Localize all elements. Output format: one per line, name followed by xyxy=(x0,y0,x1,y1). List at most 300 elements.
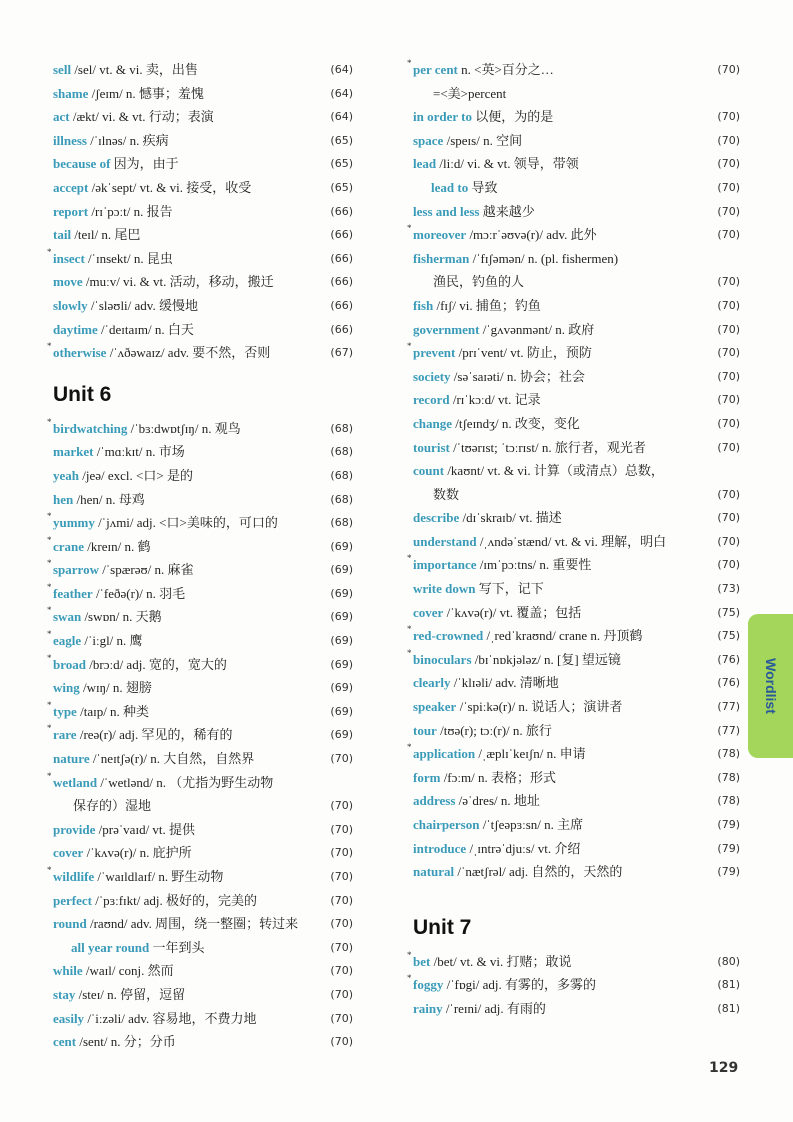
headword: space xyxy=(413,132,444,148)
page-ref: (66) xyxy=(330,322,353,336)
asterisk-mark: * xyxy=(47,699,52,710)
definition: /ˈreɪni/ adj. 有雨的 xyxy=(445,1000,546,1016)
page-ref: (68) xyxy=(330,492,353,506)
list-item xyxy=(413,577,740,601)
page-ref: (70) xyxy=(330,893,353,907)
definition: /liːd/ vi. & vt. 领导，带领 xyxy=(439,156,579,172)
page-ref: (69) xyxy=(330,563,353,577)
headword: rainy xyxy=(413,1000,443,1016)
page-ref: (70) xyxy=(330,964,353,978)
headword: eagle xyxy=(53,633,82,649)
page-ref: (65) xyxy=(330,133,353,147)
list-item xyxy=(413,695,740,719)
asterisk-mark: * xyxy=(407,58,412,68)
list-item xyxy=(53,200,353,224)
page-ref: (78) xyxy=(717,770,740,784)
page-ref: (70) xyxy=(330,1035,353,1049)
headword: while xyxy=(53,963,83,979)
definition: /ˈɪlnəs/ n. 疾病 xyxy=(90,132,169,148)
page-ref: (69) xyxy=(330,681,353,695)
list-item xyxy=(413,270,740,294)
list-item xyxy=(413,789,740,813)
headword: broad xyxy=(53,656,86,672)
list-item xyxy=(47,558,353,582)
page-ref: (70) xyxy=(717,440,740,454)
headword: daytime xyxy=(53,321,98,337)
wordlist-tab-label: Wordlist xyxy=(762,658,779,714)
definition: /ˌæplɪˈkeɪʃn/ n. 申请 xyxy=(478,746,586,762)
definition: /ˈɪnsekt/ n. 昆虫 xyxy=(88,250,173,266)
definition: /ˈnætʃrəl/ adj. 自然的，天然的 xyxy=(457,864,623,880)
definition: /ˈiːgl/ n. 鹰 xyxy=(84,633,143,649)
headword: nature xyxy=(53,751,90,767)
definition: /waɪl/ conj. 然而 xyxy=(85,963,174,979)
asterisk-mark: * xyxy=(407,223,412,234)
page-ref: (70) xyxy=(717,487,740,501)
page-ref: (65) xyxy=(330,157,353,171)
list-item xyxy=(413,860,740,884)
page-ref: (70) xyxy=(717,298,740,312)
list-item xyxy=(47,605,353,629)
page-ref: (69) xyxy=(330,539,353,553)
page-ref: (70) xyxy=(717,275,740,289)
page-ref: (81) xyxy=(717,978,740,992)
headword: address xyxy=(413,793,456,809)
headword: chairperson xyxy=(413,817,480,832)
list-item xyxy=(53,747,353,771)
list-item xyxy=(407,341,740,365)
headword: binoculars xyxy=(413,651,472,667)
asterisk-mark: * xyxy=(47,534,52,545)
list-item xyxy=(413,813,740,837)
definition: /əkˈsept/ vt. & vi. 接受，收受 xyxy=(91,179,252,195)
page-ref: (66) xyxy=(330,251,353,265)
list-item xyxy=(407,647,740,672)
headword: feather xyxy=(53,585,93,601)
headword: wing xyxy=(53,680,80,696)
headword: all year round xyxy=(71,939,150,955)
page-ref: (70) xyxy=(717,369,740,383)
asterisk-mark: * xyxy=(47,558,52,569)
page-ref: (67) xyxy=(330,346,353,360)
page-ref: (68) xyxy=(330,468,353,482)
list-item xyxy=(47,629,353,653)
page-ref: (70) xyxy=(330,987,353,1001)
asterisk-mark: * xyxy=(47,652,52,663)
definition: 因为，由于 xyxy=(113,156,179,172)
headword: form xyxy=(413,769,441,785)
page-ref: (66) xyxy=(330,228,353,242)
headword: birdwatching xyxy=(53,420,128,436)
page-ref: (70) xyxy=(330,752,353,766)
headword: report xyxy=(53,203,89,219)
page-ref: (69) xyxy=(330,634,353,648)
definition: /bet/ vt. & vi. 打赌；敢说 xyxy=(433,953,572,969)
headword: cover xyxy=(53,845,84,861)
asterisk-mark: * xyxy=(47,605,52,616)
definition: /ækt/ vi. & vt. 行动；表演 xyxy=(72,109,214,125)
definition: /ˈspærəʊ/ n. 麻雀 xyxy=(102,562,194,578)
headword: stay xyxy=(53,986,76,1002)
definition: /ˈbɜːdwɒtʃɪŋ/ n. 观鸟 xyxy=(130,420,241,436)
definition: /ˈmɑːkɪt/ n. 市场 xyxy=(96,444,185,460)
page-ref: (75) xyxy=(717,605,740,619)
headword: red-crowned xyxy=(413,628,484,644)
page-ref: (77) xyxy=(717,700,740,714)
page-ref: (70) xyxy=(717,204,740,218)
headword: application xyxy=(413,746,476,762)
definition: /ˈiːzəli/ adv. 容易地，不费力地 xyxy=(87,1010,257,1026)
headword: yummy xyxy=(53,515,95,531)
list-item xyxy=(413,837,740,861)
definition: /ˈjʌmi/ adj. <口>美味的，可口的 xyxy=(98,515,278,531)
headword: easily xyxy=(53,1010,85,1026)
page-ref: (64) xyxy=(330,110,353,124)
word-list-unit6-cont xyxy=(407,58,740,884)
list-item xyxy=(413,105,740,129)
list-item xyxy=(47,723,353,747)
headword: speaker xyxy=(413,699,457,715)
definition: /wɪŋ/ n. 翅膀 xyxy=(82,680,152,696)
list-item xyxy=(413,318,740,342)
definition: /hen/ n. 母鸡 xyxy=(76,491,145,507)
headword: perfect xyxy=(53,892,92,908)
wordlist-side-tab[interactable] xyxy=(748,614,793,758)
definition: /dɪˈskraɪb/ vt. 描述 xyxy=(462,510,562,526)
list-item xyxy=(47,246,353,271)
definition: /ˈtʃeəpɜːsn/ n. 主席 xyxy=(482,817,584,832)
list-item xyxy=(413,530,740,554)
page-ref: (68) xyxy=(330,516,353,530)
definition: /ˈwetlənd/ n. （尤指为野生动物 xyxy=(100,774,274,790)
asterisk-mark: * xyxy=(407,973,412,984)
definition: /ˈgʌvənmənt/ n. 政府 xyxy=(482,321,595,337)
headword: illness xyxy=(53,132,87,148)
page-ref: (79) xyxy=(717,865,740,879)
definition: /fɪʃ/ vi. 捕鱼；钓鱼 xyxy=(436,297,541,313)
definition: 越来越少 xyxy=(482,203,535,219)
definition: /ˈdeɪtaɪm/ n. 白天 xyxy=(101,321,194,337)
definition: /muːv/ vi. & vt. 活动，移动，搬迁 xyxy=(85,274,274,290)
definition: /ˈʌðəwaɪz/ adv. 要不然，否则 xyxy=(109,345,271,361)
definition: /speɪs/ n. 空间 xyxy=(446,132,523,148)
headword: sell xyxy=(53,62,72,77)
definition: /reə(r)/ adj. 罕见的，稀有的 xyxy=(79,727,233,743)
headword: fisherman xyxy=(413,250,470,266)
list-item xyxy=(407,58,740,82)
page-ref: (70) xyxy=(330,917,353,931)
page-ref: (70) xyxy=(717,63,740,76)
definition: /ˈspiːkə(r)/ n. 说话人；演讲者 xyxy=(459,699,623,715)
headword: count xyxy=(413,463,445,479)
asterisk-mark: * xyxy=(47,581,52,592)
definition: /swɒn/ n. 天鹅 xyxy=(84,609,162,625)
list-item xyxy=(53,488,353,512)
headword: write down xyxy=(413,581,476,597)
headword: in order to xyxy=(413,109,472,125)
headword: society xyxy=(413,368,451,384)
word-list-unit6 xyxy=(47,416,353,1054)
page-ref: (69) xyxy=(330,610,353,624)
page-ref: (70) xyxy=(717,133,740,147)
list-item xyxy=(53,176,353,200)
definition: /ˈklɪəli/ adv. 清晰地 xyxy=(453,675,559,691)
headword: slowly xyxy=(53,297,88,313)
headword: foggy xyxy=(413,977,444,993)
list-item xyxy=(413,671,740,695)
list-item xyxy=(53,889,353,913)
headword: bet xyxy=(413,953,431,969)
asterisk-mark: * xyxy=(47,629,52,640)
headword: describe xyxy=(413,510,460,526)
list-item xyxy=(47,865,353,889)
definition: 以便，为的是 xyxy=(475,109,554,125)
page-ref: (70) xyxy=(717,157,740,171)
asterisk-mark: * xyxy=(407,553,412,564)
list-item xyxy=(413,200,740,224)
page-ref: (76) xyxy=(717,676,740,690)
page-ref: (79) xyxy=(717,818,740,831)
page-ref: (69) xyxy=(330,586,353,600)
page-ref: (76) xyxy=(717,652,740,666)
headword: crane xyxy=(53,538,85,554)
unit6-heading: Unit 6 xyxy=(53,382,112,406)
definition: /tʃeɪndʒ/ n. 改变，变化 xyxy=(455,415,580,431)
list-item xyxy=(47,770,353,795)
list-item xyxy=(413,152,740,176)
page-ref: (75) xyxy=(717,629,740,643)
headword: record xyxy=(413,392,450,408)
list-item xyxy=(413,388,740,412)
asterisk-mark: * xyxy=(47,341,52,352)
definition: /kaʊnt/ vt. & vi. 计算（或清点）总数， xyxy=(447,463,664,479)
list-item xyxy=(53,794,353,818)
list-item xyxy=(53,936,353,960)
list-item xyxy=(47,699,353,724)
definition: 数数 xyxy=(433,486,460,502)
definition: /teɪl/ n. 尾巴 xyxy=(74,227,141,243)
list-item xyxy=(47,534,353,559)
headword: wildlife xyxy=(53,869,95,884)
headword: tourist xyxy=(413,439,450,455)
page-ref: (66) xyxy=(330,298,353,312)
headword: wetland xyxy=(53,774,98,790)
list-item xyxy=(53,129,353,153)
list-item xyxy=(47,511,353,535)
page-number: 129 xyxy=(709,1060,739,1076)
headword: sparrow xyxy=(53,562,99,578)
headword: cover xyxy=(413,604,444,620)
list-item xyxy=(53,818,353,842)
page-ref: (70) xyxy=(717,534,740,548)
definition: /tʊə(r); tɔː(r)/ n. 旅行 xyxy=(440,722,552,738)
word-list-unit7 xyxy=(407,949,740,1021)
definition: /ˈneɪtʃə(r)/ n. 大自然，自然界 xyxy=(92,751,255,767)
list-item xyxy=(53,983,353,1007)
definition: /ɪmˈpɔːtns/ n. 重要性 xyxy=(479,557,592,573)
asterisk-mark: * xyxy=(47,865,52,875)
page-ref: (70) xyxy=(717,346,740,360)
list-item xyxy=(413,483,740,507)
list-item xyxy=(53,464,353,488)
asterisk-mark: * xyxy=(407,949,412,960)
definition: /bɪˈnɒkjələz/ n. [复] 望远镜 xyxy=(474,651,621,667)
headword: hen xyxy=(53,491,74,507)
headword: type xyxy=(53,703,77,719)
list-item xyxy=(407,624,740,648)
headword: cent xyxy=(53,1034,77,1050)
asterisk-mark: * xyxy=(407,647,412,658)
definition: /sent/ n. 分；分币 xyxy=(79,1034,176,1050)
list-item xyxy=(413,412,740,436)
list-item xyxy=(413,719,740,743)
headword: swan xyxy=(53,609,82,625)
list-item xyxy=(413,82,740,106)
list-item xyxy=(53,841,353,865)
headword: less and less xyxy=(413,203,480,219)
definition: /ˈpɜːfɪkt/ adj. 极好的，完美的 xyxy=(95,892,258,908)
definition: /jeə/ excl. <口> 是的 xyxy=(82,467,193,483)
page-ref: (70) xyxy=(717,558,740,572)
page-ref: (70) xyxy=(330,940,353,954)
page-ref: (78) xyxy=(717,747,740,761)
page-ref: (81) xyxy=(717,1001,740,1015)
page-ref: (70) xyxy=(717,228,740,242)
page-ref: (70) xyxy=(330,846,353,860)
list-item xyxy=(47,416,353,441)
page-ref: (64) xyxy=(330,86,353,100)
page-ref: (70) xyxy=(717,416,740,430)
right-column xyxy=(407,58,740,1021)
list-item xyxy=(47,652,353,677)
definition: /ˌɪntrəˈdjuːs/ vt. 介绍 xyxy=(469,840,581,856)
asterisk-mark: * xyxy=(47,246,52,257)
page-ref: (78) xyxy=(717,794,740,808)
page-ref: (70) xyxy=(717,322,740,336)
asterisk-mark: * xyxy=(407,624,412,635)
list-item xyxy=(53,294,353,318)
page-ref: (69) xyxy=(330,657,353,671)
list-item xyxy=(53,152,353,176)
page-ref: (65) xyxy=(330,180,353,194)
headword: insect xyxy=(53,250,85,266)
list-item xyxy=(407,949,740,974)
page-ref: (70) xyxy=(717,393,740,407)
headword: moreover xyxy=(413,227,467,243)
headword: change xyxy=(413,415,452,431)
page-ref: (77) xyxy=(717,723,740,737)
asterisk-mark: * xyxy=(47,416,52,427)
list-item xyxy=(413,766,740,790)
list-item xyxy=(53,318,353,342)
headword: natural xyxy=(413,864,455,880)
headword: accept xyxy=(53,179,89,195)
list-item xyxy=(53,959,353,983)
headword: lead xyxy=(413,156,437,172)
definition: /səˈsaɪəti/ n. 协会；社会 xyxy=(453,368,585,384)
headword: government xyxy=(413,321,480,337)
list-item xyxy=(407,553,740,577)
definition: 写下，记下 xyxy=(478,581,544,597)
asterisk-mark: * xyxy=(407,341,412,352)
definition: /ˈkʌvə(r)/ n. 庇护所 xyxy=(86,845,192,861)
list-item xyxy=(407,742,740,766)
page-ref: (70) xyxy=(717,110,740,124)
list-item xyxy=(53,440,353,464)
unit7-heading: Unit 7 xyxy=(413,915,472,939)
page-ref: (70) xyxy=(330,822,353,836)
definition: /brɔːd/ adj. 宽的，宽大的 xyxy=(89,656,227,672)
list-item xyxy=(413,247,740,271)
headword: fish xyxy=(413,297,434,313)
definition: /ˌʌndəˈstænd/ vt. & vi. 理解，明白 xyxy=(479,533,667,549)
headword: understand xyxy=(413,533,477,549)
headword: move xyxy=(53,274,83,290)
definition: /steɪ/ n. 停留，逗留 xyxy=(78,986,186,1002)
list-item xyxy=(53,270,353,294)
page-ref: (69) xyxy=(330,704,353,718)
list-item xyxy=(413,997,740,1021)
headword: market xyxy=(53,444,94,460)
definition: /fɔːm/ n. 表格；形式 xyxy=(443,769,556,785)
definition: /prəˈvaɪd/ vt. 提供 xyxy=(98,821,196,837)
definition: /kreɪn/ n. 鹤 xyxy=(87,538,151,554)
page-ref: (70) xyxy=(330,1011,353,1025)
list-item xyxy=(413,365,740,389)
definition: /rɪˈpɔːt/ n. 报告 xyxy=(91,203,173,219)
list-item xyxy=(53,676,353,700)
headword: per cent xyxy=(413,62,458,77)
headword: clearly xyxy=(413,675,451,691)
page-ref: (66) xyxy=(330,204,353,218)
page-ref: (66) xyxy=(330,275,353,289)
list-item xyxy=(413,176,740,200)
definition: 一年到头 xyxy=(152,939,205,955)
headword: yeah xyxy=(53,467,79,483)
headword: because of xyxy=(53,156,111,172)
definition: 渔民，钓鱼的人 xyxy=(433,274,525,290)
definition: /ˌredˈkraʊnd/ crane n. 丹顶鹤 xyxy=(486,628,643,644)
definition: /prɪˈvent/ vt. 防止，预防 xyxy=(458,345,592,361)
definition: /mɔːrˈəʊvə(r)/ adv. 此外 xyxy=(469,227,597,243)
page-ref: (68) xyxy=(330,445,353,459)
list-item xyxy=(413,129,740,153)
list-item xyxy=(53,105,353,129)
asterisk-mark: * xyxy=(47,723,52,734)
definition: 保存的）湿地 xyxy=(73,798,152,814)
headword: tail xyxy=(53,227,72,243)
left-column xyxy=(47,58,353,1054)
list-item xyxy=(53,1007,353,1031)
page-ref: (70) xyxy=(330,870,353,883)
list-item xyxy=(407,973,740,997)
headword: act xyxy=(53,109,70,125)
definition: /sel/ vt. & vi. 卖，出售 xyxy=(74,62,198,77)
headword: introduce xyxy=(413,840,467,856)
page-ref: (80) xyxy=(717,954,740,968)
headword: lead to xyxy=(431,179,469,195)
list-item xyxy=(53,58,353,82)
asterisk-mark: * xyxy=(407,742,412,753)
headword: prevent xyxy=(413,345,456,361)
list-item xyxy=(53,82,353,106)
page-ref: (70) xyxy=(717,511,740,525)
list-item xyxy=(413,459,740,483)
headword: rare xyxy=(53,727,77,743)
asterisk-mark: * xyxy=(47,511,52,522)
page-ref: (70) xyxy=(717,180,740,194)
definition: /rɪˈkɔːd/ vt. 记录 xyxy=(452,392,541,408)
